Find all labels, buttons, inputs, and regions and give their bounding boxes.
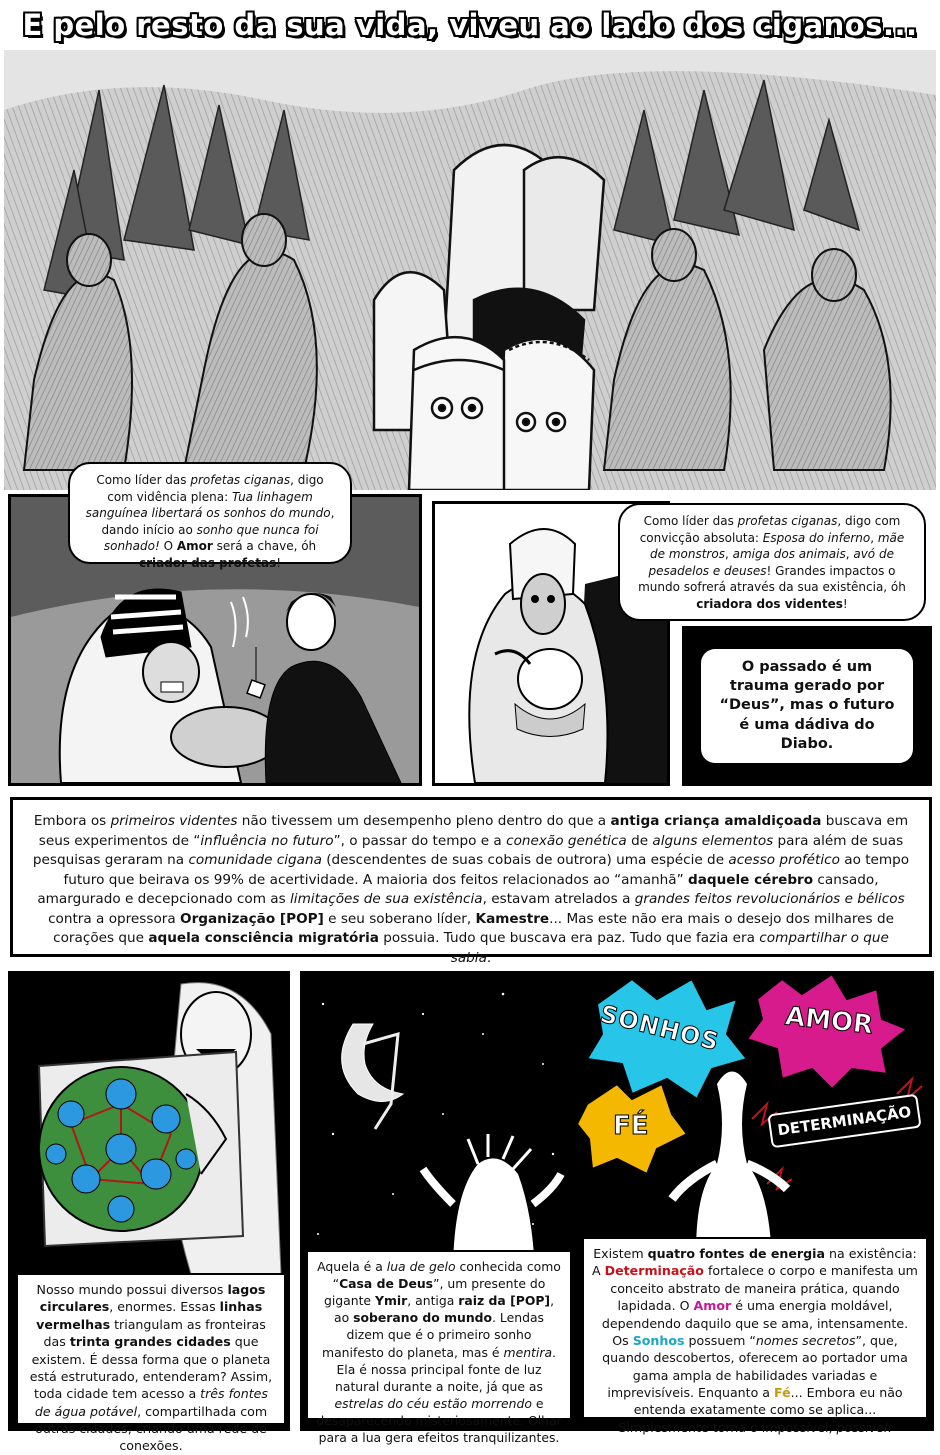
text-span: Existem bbox=[593, 1246, 648, 1261]
text-span: ”, que, quando descobertos, oferecem ao portador uma gama ampla de habilidades variadas e imprevisíveis. Enquanto a bbox=[602, 1332, 908, 1400]
text-bold: Organização [POP] bbox=[180, 910, 324, 927]
text-span: fortalece o corpo e manifesta um conceito abstrato de maneira prática, quando lapidada. O bbox=[610, 1263, 918, 1314]
text-span: triangulam as fronteiras das bbox=[43, 1316, 266, 1350]
quote-text: O passado é um trauma gerado por “Deus”, mas o futuro é uma dádiva do Diabo. bbox=[719, 659, 895, 752]
text-emphasis: estrelas do céu estão morrendo bbox=[334, 1395, 532, 1411]
crowd-illustration bbox=[4, 50, 936, 490]
caption-energies bbox=[582, 1237, 928, 1435]
text-span: Como líder das bbox=[96, 473, 191, 487]
text-span: cansado, amargurado e decepcionado com as bbox=[37, 871, 879, 908]
determinacao-word: DETERMINAÇÃO bbox=[767, 1094, 921, 1149]
text-span: , enormes. Essas bbox=[109, 1299, 220, 1315]
text-bold: trinta grandes cidades bbox=[69, 1334, 231, 1350]
text-span: na existência: A bbox=[592, 1246, 917, 1279]
text-span: conhecida como “ bbox=[332, 1259, 561, 1292]
narration-box bbox=[10, 797, 932, 966]
text-bold: Amor bbox=[176, 539, 213, 554]
text-span: . Lendas dizem que é o primeiro sonho manifesto do planeta, mas é bbox=[322, 1310, 544, 1360]
text-bold: criadora dos videntes bbox=[696, 596, 843, 611]
text-emphasis: grandes feitos revolucionários e bélicos bbox=[634, 891, 905, 908]
text-span: (descendentes de suas cobais de outrora) uma espécie de bbox=[321, 852, 729, 869]
text-span: ... Embora eu não entenda exatamente como se aplica... Simplesmente torna o impossível, bbox=[618, 1385, 903, 1435]
text-bold: Casa de Deus bbox=[339, 1276, 434, 1292]
caption-moon bbox=[306, 1250, 572, 1446]
text-span: será a chave, óh bbox=[212, 539, 317, 554]
text-span: , estavam atrelados a bbox=[482, 891, 635, 908]
amor-word: AMOR bbox=[783, 1001, 875, 1041]
text-bold: criador das profetas bbox=[138, 555, 277, 570]
text-span: buscava em seus experimentos de “ bbox=[38, 813, 909, 849]
text-span: , bbox=[724, 547, 733, 562]
text-emphasis: possível bbox=[836, 1419, 888, 1435]
text-emphasis: três fontes de água potável bbox=[34, 1386, 268, 1419]
text-span: contra a opressora bbox=[48, 910, 181, 927]
text-emphasis: lua de gelo bbox=[386, 1259, 456, 1274]
text-emphasis: compartilhar o que sabia bbox=[450, 930, 889, 966]
text-determinacao: Determinação bbox=[604, 1263, 704, 1279]
text-span: Aquela é a bbox=[317, 1259, 387, 1274]
speech-bubble-left bbox=[68, 462, 352, 570]
text-span: que existem. É dessa forma que o planeta está estruturado, entenderam? Assim, toda cidade tem acesso a bbox=[29, 1334, 273, 1402]
speech-bubble-right bbox=[618, 503, 926, 621]
text-span: possuem “ bbox=[684, 1332, 756, 1348]
text-span: e seu soberano líder, bbox=[323, 910, 476, 927]
text-emphasis: comunidade cigana bbox=[188, 852, 322, 869]
text-span: , digo com vidência plena: bbox=[107, 473, 324, 504]
caption-lakes bbox=[16, 1273, 286, 1454]
text-span: Como líder das bbox=[643, 514, 738, 528]
sonhos-word: SONHOS bbox=[597, 999, 723, 1057]
text-amor: Amor bbox=[693, 1298, 732, 1314]
text-emphasis: alguns elementos bbox=[652, 832, 774, 849]
text-span: ”, um presente do gigante bbox=[323, 1276, 546, 1309]
text-emphasis: profetas ciganas bbox=[190, 473, 291, 487]
text-span: O bbox=[159, 539, 177, 554]
text-emphasis: amiga dos animais bbox=[732, 547, 846, 562]
text-fe: Fé bbox=[774, 1385, 791, 1400]
moon-illustration bbox=[303, 974, 577, 1274]
text-bold: lagos circulares bbox=[39, 1282, 266, 1315]
text-span: , ao bbox=[334, 1293, 555, 1326]
fe-word: FÉ bbox=[613, 1111, 649, 1141]
quote-box bbox=[701, 649, 913, 763]
text-span: ! bbox=[842, 596, 848, 611]
text-span: , dando início ao bbox=[101, 506, 335, 537]
text-emphasis: conexão genética bbox=[506, 832, 627, 849]
text-emphasis: profetas ciganas bbox=[737, 514, 838, 528]
text-span: possuia. Tudo que buscava era paz. Tudo que fazia era bbox=[378, 930, 760, 947]
text-sonhos: Sonhos bbox=[632, 1332, 685, 1348]
text-span: . bbox=[887, 1419, 892, 1435]
text-span: ”, o passar do tempo e a bbox=[333, 832, 507, 849]
text-span: para além de suas pesquisas geraram na bbox=[32, 832, 904, 869]
text-span: , compartilhada com outras cidades, criando uma rede de conexões. bbox=[35, 1403, 268, 1454]
text-bold: linhas vermelhas bbox=[36, 1299, 263, 1332]
panel-gypsy-crowd bbox=[4, 50, 936, 490]
text-emphasis: limitações de sua existência bbox=[290, 891, 483, 908]
text-span: , digo com convicção absoluta: bbox=[639, 514, 901, 545]
text-bold: soberano do mundo bbox=[353, 1310, 493, 1326]
text-span: , bbox=[845, 547, 854, 562]
text-span: , bbox=[870, 530, 878, 545]
text-bold: quatro fontes de energia bbox=[647, 1246, 825, 1261]
page-title: E pelo resto da sua vida, viveu ao lado dos ciganos... bbox=[22, 8, 918, 42]
planet-map-illustration bbox=[11, 974, 287, 1274]
text-emphasis: nomes secretos bbox=[755, 1332, 856, 1348]
text-emphasis: sonho que nunca foi sonhado! bbox=[103, 522, 319, 554]
text-emphasis: avó de pesadelos e deuses bbox=[648, 547, 894, 578]
text-emphasis: mentira bbox=[503, 1344, 553, 1360]
text-bold: antiga criança amaldiçoada bbox=[610, 813, 822, 829]
text-span: ... Mas este não era mais o desejo dos milhares de corações que bbox=[53, 910, 894, 947]
text-emphasis: primeiros videntes bbox=[110, 813, 238, 829]
panel-quote bbox=[682, 626, 932, 786]
text-emphasis: acesso profético bbox=[728, 852, 840, 869]
text-span: Nosso mundo possui diversos bbox=[36, 1282, 228, 1297]
text-span: é uma energia moldável, dependendo daquilo que se ama, intensamente. Os bbox=[601, 1298, 909, 1348]
text-span: . bbox=[486, 949, 492, 966]
text-span: e desaparecendo misteriosamente. Olhar para a lua gera efeitos tranquilizantes. bbox=[316, 1395, 562, 1446]
text-bold: daquele cérebro bbox=[687, 871, 814, 888]
text-bold: raiz da [POP] bbox=[458, 1293, 551, 1309]
text-span: , antiga bbox=[407, 1293, 459, 1309]
text-span: . Ela é nossa principal fonte de luz natural durante a noite, já que as bbox=[335, 1344, 556, 1394]
text-emphasis: Esposa do inferno bbox=[762, 530, 871, 545]
text-span: ao tempo futuro que beirava os 99% de acertividade. A maioria dos feitos relacionados ao “amanhã” bbox=[63, 852, 910, 888]
text-span: ! bbox=[276, 555, 282, 570]
text-bold: aquela consciência migratória bbox=[148, 930, 379, 947]
text-span: ! Grandes impactos o mundo sofrerá através da sua existência, óh bbox=[638, 563, 906, 595]
text-span: não tivessem um desempenho pleno dentro do que a bbox=[237, 813, 611, 829]
text-emphasis: mãe de monstros bbox=[650, 530, 905, 562]
text-bold: Ymir bbox=[375, 1293, 408, 1309]
text-emphasis: Tua linhagem sanguínea libertará os sonhos do mundo bbox=[85, 489, 331, 521]
text-emphasis: influência no futuro bbox=[200, 832, 334, 849]
text-span: de bbox=[626, 832, 653, 849]
text-bold: Kamestre bbox=[475, 910, 550, 927]
text-span: Embora os bbox=[33, 813, 111, 829]
